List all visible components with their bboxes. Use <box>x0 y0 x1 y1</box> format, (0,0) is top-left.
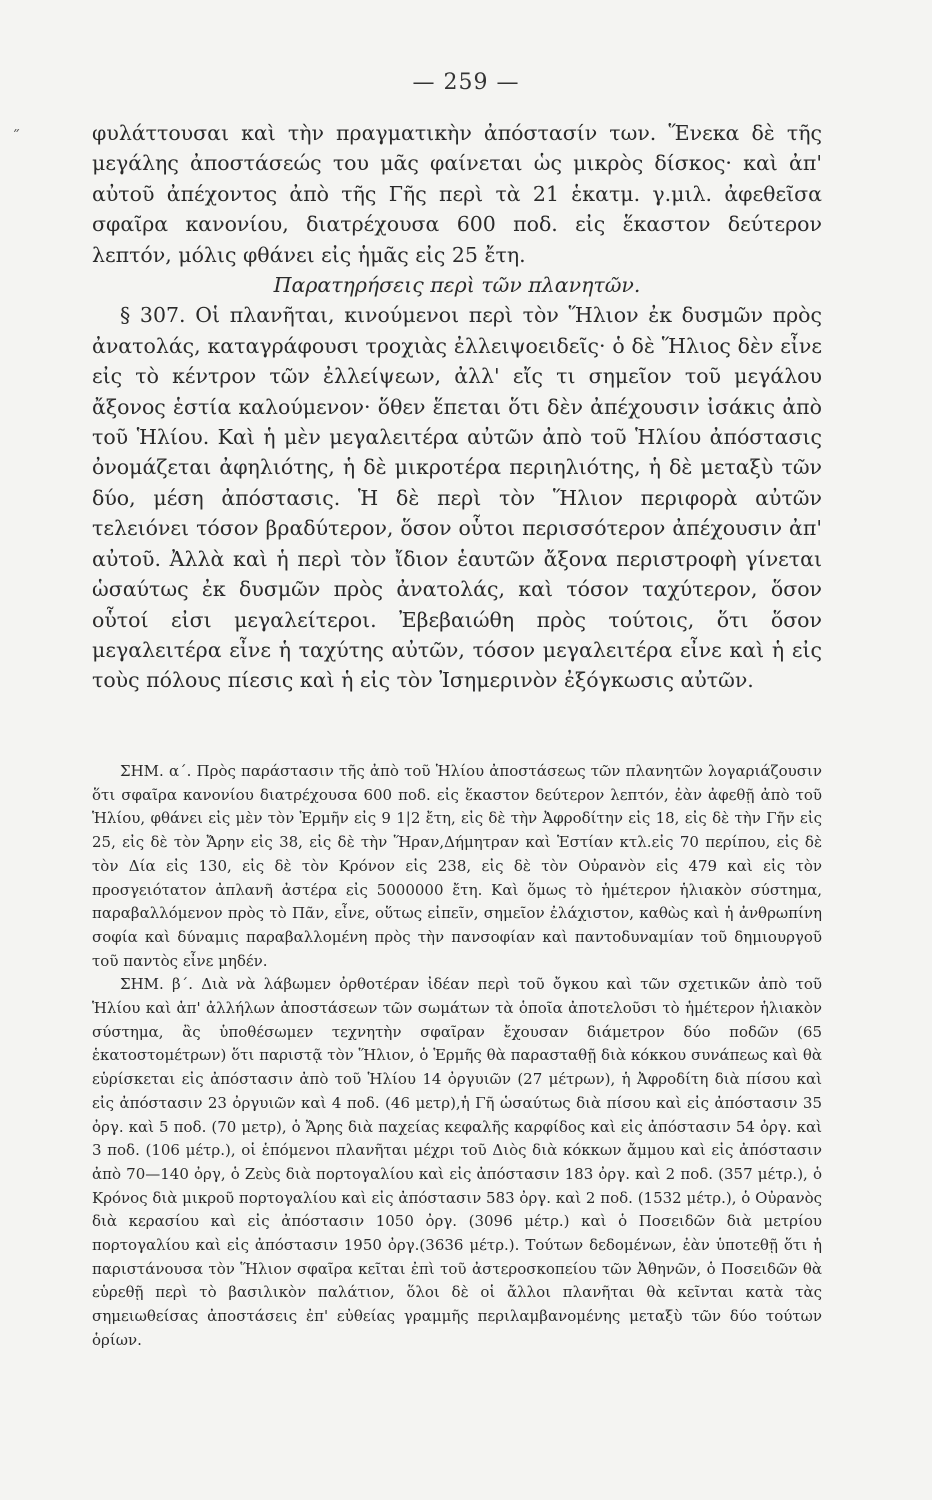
page-number: — 259 — <box>412 70 520 95</box>
paragraph-1: φυλάττουσαι καὶ τὴν πραγματικὴν ἀπόστασίν των. Ἕνεκα δὲ τῆς μεγάλης ἀποστάσεώς του μᾶς φαίνεται ὡς μικρὸς δίσκος· καὶ ἀπ' αὐτοῦ ἀπέχοντος ἀπὸ τῆς Γῆς περὶ τὰ 21 ἑκατμ. γ.μιλ. ἀφεθεῖσα σφαῖρα κανονίου, διατρέχουσα 600 ποδ. εἰς ἕκαστον δεύτερον λεπτόν, μόλις φθάνει εἰς ἡμᾶς εἰς 25 ἔτη. <box>92 121 822 267</box>
margin-tick: ˝ <box>12 127 20 146</box>
paragraph-307: § 307. Οἱ πλανῆται, κινούμενοι περὶ τὸν Ἥλιον ἐκ δυσμῶν πρὸς ἀνατολάς, καταγράφουσι τροχιὰς ἐλλειψοειδεῖς· ὁ δὲ Ἥλιος δὲν εἶνε εἰς τὸ κέντρον τῶν ἐλλείψεων, ἀλλ' εἴς τι σημεῖον τοῦ μεγάλου ἄξονος ἑστία καλούμενον· ὅθεν ἕπεται ὅτι δὲν ἀπέχουσιν ἰσάκις ἀπὸ τοῦ Ἡλίου. Καὶ ἡ μὲν μεγαλειτέρα αὐτῶν ἀπὸ τοῦ Ἡλίου ἀπόστασις ὀνομάζεται ἀφηλιότης, ἡ δὲ μικροτέρα περιηλιότης, ἡ δὲ μεταξὺ τῶν δύο, μέση ἀπόστασις. Ἡ δὲ περὶ τὸν Ἥλιον περιφορὰ αὐτῶν τελειόνει τόσον βραδύτερον, ὅσον οὗτοι περισσότερον ἀπέχουσιν ἀπ' αὐτοῦ. Ἀλλὰ καὶ ἡ περὶ τὸν ἴδιον ἑαυτῶν ἄξονα περιστροφὴ γίνεται ὡσαύτως ἐκ δυσμῶν πρὸς ἀνατολάς, καὶ τόσον ταχύτερον, ὅσον οὗτοί εἰσι μεγαλείτεροι. Ἐβεβαιώθη πρὸς τούτοις, ὅτι ὅσον μεγαλειτέρα εἶνε ἡ ταχύτης αὐτῶν, τόσον μεγαλειτέρα εἶνε καὶ ἡ εἰς τοὺς πόλους πίεσις καὶ ἡ εἰς τὸν Ἰσημερινὸν ἐξόγκωσις αὐτῶν. <box>92 303 822 693</box>
note-a: ΣΗΜ. α΄. Πρὸς παράστασιν τῆς ἀπὸ τοῦ Ἡλίου ἀποστάσεως τῶν πλανητῶν λογαριάζουσιν ὅτι σφαῖρα κανονίου διατρέχουσα 600 ποδ. εἰς ἕκαστον δεύτερον λεπτόν, ἐὰν ἀφεθῇ ἀπὸ τοῦ Ἡλίου, φθάνει εἰς μὲν τὸν Ἑρμῆν εἰς 9 1|2 ἔτη, εἰς δὲ τὴν Ἀφροδίτην εἰς 18, εἰς δὲ τὴν Γῆν εἰς 25, εἰς δὲ τὸν Ἄρην εἰς 38, εἰς δὲ τὴν Ἥραν,Δήμητραν καὶ Ἑστίαν κτλ.εἰς 70 περίπου, εἰς δὲ τὸν Δία εἰς 130, εἰς δὲ τὸν Κρόνον εἰς 238, εἰς δὲ τὸν Οὐρανὸν εἰς 479 καὶ εἰς τὸν προσγειότατον ἀπλανῆ ἀστέρα εἰς 5000000 ἔτη. Καὶ ὅμως τὸ ἡμέτερον ἡλιακὸν σύστημα, παραβαλλόμενον πρὸς τὸ Πᾶν, εἶνε, οὕτως εἰπεῖν, σημεῖον ἐλάχιστον, καθὼς καὶ ἡ ἀνθρωπίνη σοφία καὶ δύναμις παραβαλλομένη πρὸς τὴν πανσοφίαν καὶ παντοδυναμίαν τοῦ δημιουργοῦ τοῦ παντὸς εἶνε μηδέν. <box>92 762 822 970</box>
note-b: ΣΗΜ. β΄. Διὰ νὰ λάβωμεν ὀρθοτέραν ἰδέαν περὶ τοῦ ὄγκου καὶ τῶν σχετικῶν ἀπὸ τοῦ Ἡλίου καὶ ἀπ' ἀλλήλων ἀποστάσεων τῶν σωμάτων τὰ ὁποῖα ἀποτελοῦσι τὸ ἡμέτερον ἡλιακὸν σύστημα, ἂς ὑποθέσωμεν τεχνητὴν σφαῖραν ἔχουσαν διάμετρον δύο ποδῶν (65 ἑκατοστομέτρων) ὅτι παριστᾷ τὸν Ἥλιον, ὁ Ἑρμῆς θὰ παρασταθῇ διὰ κόκκου συνάπεως καὶ θὰ εὑρίσκεται εἰς ἀπόστασιν ἀπὸ τοῦ Ἡλίου 14 ὀργυιῶν (27 μέτρων), ἡ Ἀφροδίτη διὰ πίσου καὶ εἰς ἀπόστασιν 23 ὀργυιῶν καὶ 4 ποδ. (46 μετρ),ἡ Γῆ ὡσαύτως διὰ πίσου καὶ εἰς ἀπόστασιν 35 ὀργ. καὶ 5 ποδ. (70 μετρ), ὁ Ἄρης διὰ παχείας κεφαλῆς καρφίδος καὶ εἰς ἀπόστασιν 54 ὀργ. καὶ 3 ποδ. (106 μέτρ.), οἱ ἑπόμενοι πλανῆται μέχρι τοῦ Διὸς διὰ κόκκων ἄμμου καὶ εἰς ἀπόστασιν ἀπὸ 70—140 ὀργ, ὁ Ζεὺς διὰ πορτογαλίου καὶ εἰς ἀπόστασιν 183 ὀργ. καὶ 2 ποδ. (357 μέτρ.), ὁ Κρόνος διὰ μικροῦ πορτογαλίου καὶ εἰς ἀπόστασιν 583 ὀργ. καὶ 2 ποδ. (1532 μέτρ.), ὁ Οὐρανὸς διὰ κερασίου καὶ εἰς ἀπόστασιν 1050 ὀργ. (3096 μέτρ.) καὶ ὁ Ποσειδῶν διὰ μετρίου πορτογαλίου καὶ εἰς ἀπόστασιν 1950 ὀργ.(3636 μέτρ.). Τούτων δεδομένων, ἐὰν ὑποτεθῇ ὅτι ἡ παριστάνουσα τὸν Ἥλιον σφαῖρα κεῖται ἐπὶ τοῦ ἀστεροσκοπείου τῶν Ἀθηνῶν, ὁ Ποσειδῶν θὰ εὑρεθῇ περὶ τὸ βασιλικὸν παλάτιον, ὅλοι δὲ οἱ ἄλλοι πλανῆται θὰ κεῖνται κατὰ τὰς σημειωθείσας ἀποστάσεις ἐπ' εὐθείας γραμμῆς περιλαμβανομένης μεταξὺ τῶν δύο τούτων ὁρίων. <box>92 975 822 1349</box>
section-heading: Παρατηρήσεις περὶ τῶν πλανητῶν. <box>273 273 641 298</box>
footnotes <box>92 760 822 1353</box>
main-text <box>92 118 822 696</box>
